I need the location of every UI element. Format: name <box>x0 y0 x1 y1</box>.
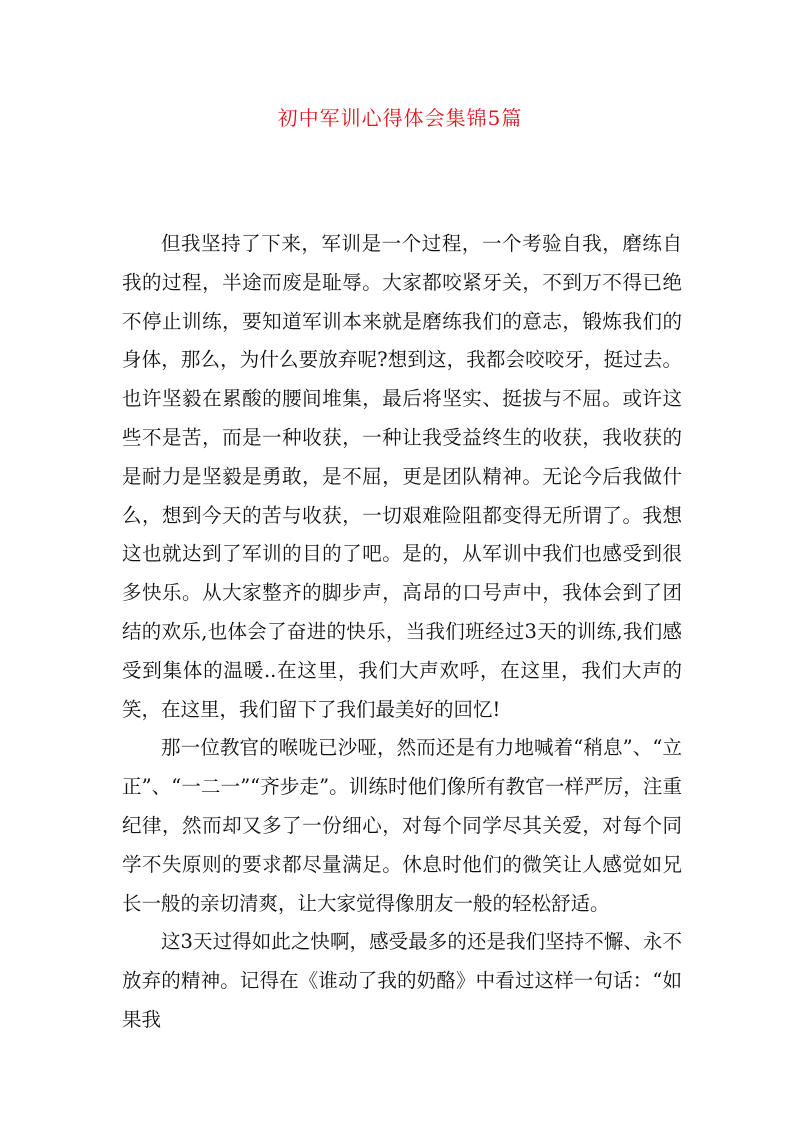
paragraph-1: 但我坚持了下来，军训是一个过程，一个考验自我，磨练自我的过程，半途而废是耻辱。大家都咬紧牙关，不到万不得已绝不停止训练，要知道军训本来就是磨练我们的意志，锻炼我们的身体，那么，为什么要放弃呢?想到这，我都会咬咬牙，挺过去。也许坚毅在累酸的腰间堆集，最后将坚实、挺拔与不屈。或许这些不是苦，而是一种收获，一种让我受益终生的收获，我收获的是耐力是坚毅是勇敢，是不屈，更是团队精神。无论今后我做什么，想到今天的苦与收获，一切艰难险阻都变得无所谓了。我想这也就达到了军训的目的了吧。是的，从军训中我们也感受到很多快乐。从大家整齐的脚步声，高昂的口号声中，我体会到了团结的欢乐,也体会了奋进的快乐，当我们班经过3天的训练,我们感受到集体的温暖..在这里，我们大声欢呼，在这里，我们大声的笑，在这里，我们留下了我们最美好的回忆! <box>122 232 682 721</box>
paragraph-3: 这3天过得如此之快啊，感受最多的还是我们坚持不懈、永不放弃的精神。记得在《谁动了我的奶酪》中看过这样一句话：“如果我 <box>122 930 682 1031</box>
document-title: 初中军训心得体会集锦5篇 <box>277 106 523 130</box>
document-body <box>122 225 682 1040</box>
paragraph-2: 那一位教官的喉咙已沙哑，然而还是有力地喊着“稍息”、“立正”、“一二一”“齐步走”。训练时他们像所有教官一样严厉，注重纪律，然而却又多了一份细心，对每个同学尽其关爱，对每个同学不失原则的要求都尽量满足。休息时他们的微笑让人感觉如兄长一般的亲切清爽，让大家觉得像朋友一般的轻松舒适。 <box>122 736 682 915</box>
